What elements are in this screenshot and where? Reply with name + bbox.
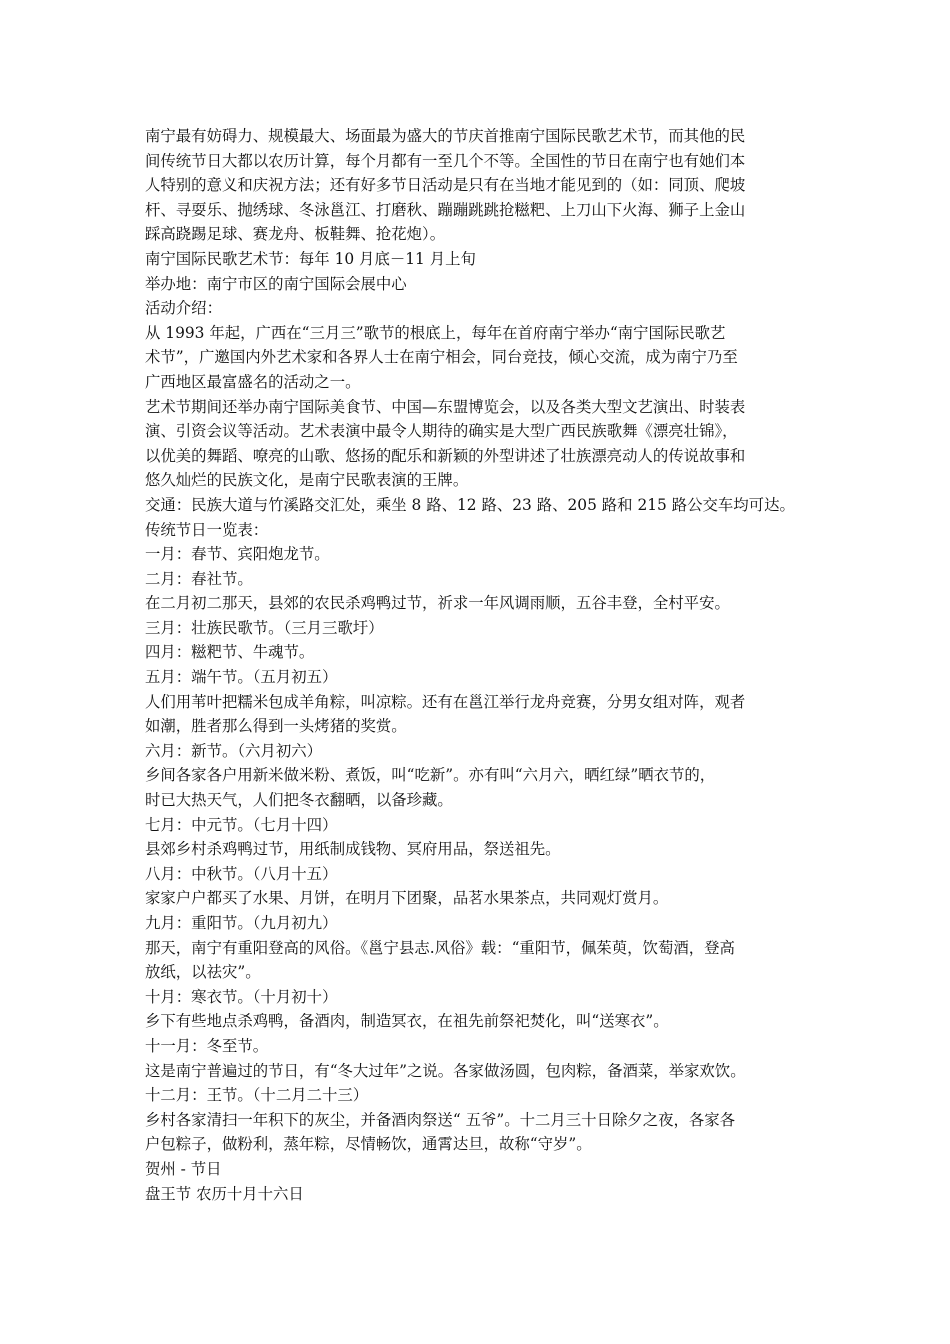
text-line: 杆、寻耍乐、抛绣球、冬泳邕江、打磨秋、蹦蹦跳跳抢糍粑、上刀山下火海、狮子上金山 [145, 200, 746, 219]
text-line: 踩高跷踢足球、赛龙舟、板鞋舞、抢花炮）。 [145, 225, 446, 244]
text-line: 家家户户都买了水果、月饼，在明月下团聚，品茗水果茶点，共同观灯赏月。 [145, 889, 669, 908]
paragraph [145, 616, 825, 641]
paragraph [145, 763, 825, 812]
paragraph [145, 591, 825, 616]
text-line: 十月：寒衣节。（十月初十） [145, 987, 338, 1006]
paragraph [145, 1083, 825, 1108]
text-line: 传统节日一览表： [145, 520, 269, 539]
paragraph [145, 690, 825, 739]
text-line: 时已大热天气，人们把冬衣翻晒，以备珍藏。 [145, 791, 453, 810]
text-line: 乡村各家清扫一年积下的灰尘，并备酒肉祭送“ 五爷”。十二月三十日除夕之夜，各家各 [145, 1110, 736, 1129]
text-line: 县郊乡村杀鸡鸭过节，用纸制成钱物、冥府用品，祭送祖先。 [145, 840, 561, 859]
paragraph [145, 985, 825, 1010]
paragraph [145, 395, 825, 493]
text-line: 一月：春节、宾阳炮龙节。 [145, 545, 330, 564]
text-line: 演、引资会议等活动。艺术表演中最令人期待的确实是大型广西民族歌舞《漂亮壮锦》， [145, 422, 738, 441]
text-line: 艺术节期间还举办南宁国际美食节、中国—东盟博览会，以及各类大型文艺演出、时装表 [145, 397, 746, 416]
paragraph [145, 1009, 825, 1034]
text-line: 如潮，胜者那么得到一头烤猪的奖赏。 [145, 717, 407, 736]
text-line: 悠久灿烂的民族文化，是南宁民歌表演的王牌。 [145, 471, 469, 490]
paragraph [145, 1157, 825, 1182]
text-line: 七月：中元节。（七月十四） [145, 815, 338, 834]
paragraph [145, 124, 825, 247]
text-line: 人特别的意义和庆祝方法；还有好多节日活动是只有在当地才能见到的（如：同顶、爬坡 [145, 176, 746, 195]
document-page [145, 124, 825, 1206]
text-line: 从 1993 年起，广西在“三月三”歌节的根底上，每年在首府南宁举办“南宁国际民歌艺 [145, 323, 726, 342]
text-line: 以优美的舞蹈、嘹亮的山歌、悠扬的配乐和新颖的外型讲述了壮族漂亮动人的传说故事和 [145, 446, 746, 465]
text-line: 四月：糍粑节、牛魂节。 [145, 643, 315, 662]
text-line: 贺州 - 节日 [145, 1159, 222, 1178]
paragraph [145, 1182, 825, 1207]
text-line: 南宁国际民歌艺术节：每年 10 月底－11 月上旬 [145, 249, 476, 268]
paragraph [145, 813, 825, 838]
text-line: 六月：新节。（六月初六） [145, 741, 322, 760]
text-line: 盘王节 农历十月十六日 [145, 1184, 304, 1203]
paragraph [145, 837, 825, 862]
paragraph [145, 936, 825, 985]
text-line: 乡下有些地点杀鸡鸭，备酒肉，制造冥衣，在祖先前祭祀焚化，叫“送寒衣”。 [145, 1012, 669, 1031]
text-line: 放纸，以祛灾”。 [145, 963, 261, 982]
paragraph [145, 567, 825, 592]
text-line: 十二月：王节。（十二月二十三） [145, 1086, 369, 1105]
text-line: 南宁最有妨碍力、规模最大、场面最为盛大的节庆首推南宁国际民歌艺术节，而其他的民 [145, 127, 746, 145]
text-line: 人们用苇叶把糯米包成羊角粽，叫凉粽。还有在邕江举行龙舟竞赛，分男女组对阵，观者 [145, 692, 746, 711]
paragraph [145, 640, 825, 665]
text-line: 八月：中秋节。（八月十五） [145, 864, 338, 883]
text-line: 三月：壮族民歌节。（三月三歌圩） [145, 618, 384, 637]
text-line: 这是南宁普遍过的节日，有“冬大过年”之说。各家做汤圆，包肉粽，备酒菜，举家欢饮。 [145, 1061, 746, 1080]
text-line: 在二月初二那天，县郊的农民杀鸡鸭过节，祈求一年风调雨顺，五谷丰登，全村平安。 [145, 594, 730, 613]
text-line: 交通：民族大道与竹溪路交汇处，乘坐 8 路、12 路、23 路、205 路和 215 路公交车均可达。 [145, 495, 795, 514]
paragraph [145, 542, 825, 567]
text-line: 五月：端午节。（五月初五） [145, 668, 338, 687]
text-line: 那天，南宁有重阳登高的风俗。《邕宁县志.风俗》载：“重阳节，佩茱萸，饮萄酒，登高 [145, 938, 735, 957]
text-line: 举办地：南宁市区的南宁国际会展中心 [145, 274, 407, 293]
text-line: 广西地区最富盛名的活动之一。 [145, 372, 361, 391]
text-line: 九月：重阳节。（九月初九） [145, 914, 338, 932]
text-line: 间传统节日大都以农历计算，每个月都有一至几个不等。全国性的节日在南宁也有她们本 [145, 151, 746, 170]
paragraph [145, 321, 825, 395]
paragraph [145, 518, 825, 543]
paragraph [145, 247, 825, 272]
paragraph [145, 493, 825, 518]
paragraph [145, 886, 825, 911]
paragraph [145, 739, 825, 764]
text-line: 十一月：冬至节。 [145, 1036, 269, 1055]
paragraph [145, 296, 825, 321]
paragraph [145, 272, 825, 297]
paragraph [145, 665, 825, 690]
paragraph [145, 911, 825, 936]
paragraph [145, 862, 825, 887]
text-line: 乡间各家各户用新米做米粉、煮饭，叫“吃新”。亦有叫“六月六，晒红绿”晒衣节的， [145, 766, 716, 785]
paragraph [145, 1059, 825, 1084]
text-line: 二月：春社节。 [145, 569, 253, 588]
paragraph [145, 1034, 825, 1059]
paragraph [145, 1108, 825, 1157]
text-line: 术节”，广邀国内外艺术家和各界人士在南宁相会，同台竞技，倾心交流，成为南宁乃至 [145, 348, 738, 367]
text-line: 户包粽子，做粉利，蒸年粽，尽情畅饮，通霄达旦，故称“守岁”。 [145, 1135, 592, 1154]
text-line: 活动介绍： [145, 299, 222, 318]
